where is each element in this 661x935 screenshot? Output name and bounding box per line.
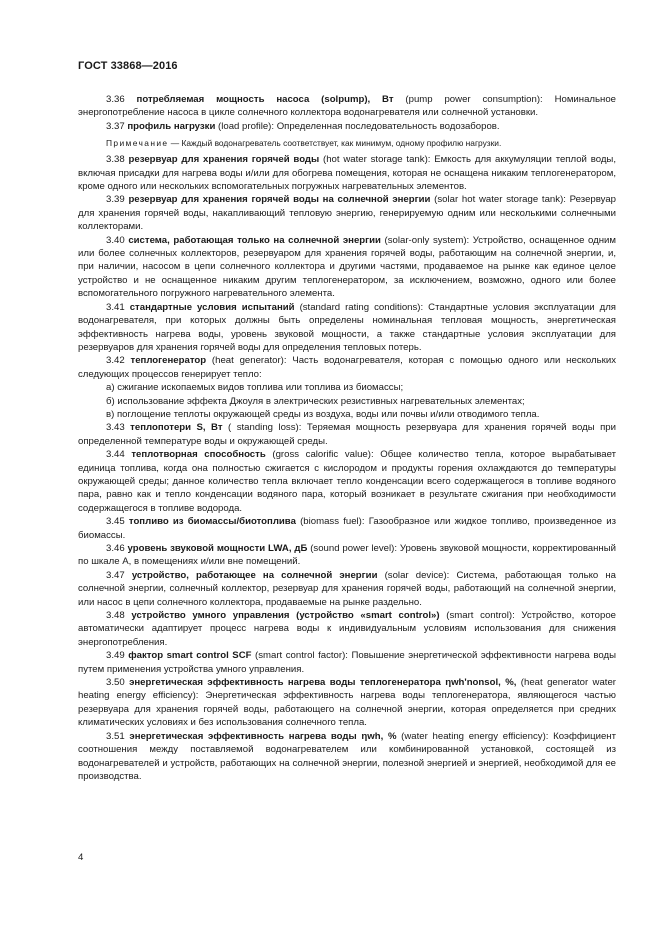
page-number: 4 [78, 852, 84, 863]
term-3-46: 3.46 уровень звуковой мощности LWA, дБ (sound power level): Уровень звуковой мощности, корректированный по шкале A, в помещениях и/или вне помещений. [78, 543, 616, 568]
term-3-44: 3.44 теплотворная способность (gross calorific value): Общее количество тепла, которое вырабатывает единица топлива, когда она полностью сжигается с кислородом и продукты горения охлаждаются до температуры окружающей среды; данное количество тепла включает тепло конденсации всего содержащегося в топливе водяного пара, равно как и тепло конденсации водяного пара, который возникает в результате сжигания при необходимости содержащегося в топливе водорода. [78, 449, 616, 514]
term-3-50: 3.50 энергетическая эффективность нагрева воды теплогенератора ηwh'nonsol, %, (heat generator water heating energy efficiency): Энергетическая эффективность нагрева воды теплогенератора, являющегося частью резервуара для хранения горячей воды, работающего на солнечной энергии, которая определяется при средних климатических условиях и без использования солнечного тепла. [78, 677, 616, 729]
term-3-40: 3.40 система, работающая только на солнечной энергии (solar-only system): Устройство, оснащенное одним или более солнечных коллекторов, резервуаром для хранения горячей воды, работающим на солнечной энергии, и, при наличии, насосом в цепи солнечного коллектора и другими частями, продаваемое на рынке как единое целое устройство и не оснащенное никаким другим теплогенератором, за исключением, возможно, одного или более вспомогательного погружного нагревательного элемента. [78, 234, 617, 300]
term-3-37: 3.37 профиль нагрузки (load profile): Определенная последовательность водозаборов. [106, 120, 500, 132]
term-3-48: 3.48 устройство умного управления (устройство «smart control») (smart control): Устройство, которое автоматически адаптирует процесс нагрева воды к индивидуальным условиям использования для снижения энергопотребления. [78, 610, 616, 648]
document-body [78, 93, 616, 783]
document-header: ГОСТ 33868—2016 [78, 60, 178, 72]
term-3-36: 3.36 потребляемая мощность насоса (solpump), Вт (pump power consumption): Номинальное энергопотребление насоса в цикле солнечного коллектора водонагревателя или солнечной установки. [78, 94, 616, 119]
note: Примечание — Каждый водонагреватель соответствует, как минимум, одному профилю нагрузки. [106, 138, 502, 149]
term-3-43: 3.43 теплопотери S, Вт ( standing loss): Теряемая мощность резервуара для хранения горячей воды при определенной температуре воды и окружающей среды. [78, 422, 616, 447]
list-item-c: в) поглощение теплоты окружающей среды из воздуха, воды или почвы и/или отводимого тепла. [106, 408, 540, 420]
term-3-51: 3.51 энергетическая эффективность нагрева воды ηwh, % (water heating energy efficiency): Коэффициент соотношения между поставляемой водонагревателем или комбинированной установкой, состоящей из водонагревателей и устройств, работающих на солнечной энергии, полезной энергией и энергией, необходимой для ее производства. [78, 730, 616, 782]
term-3-42: 3.42 теплогенератор (heat generator): Часть водонагревателя, которая с помощью одного или нескольких следующих процессов генерирует тепло: [78, 355, 616, 380]
term-3-41: 3.41 стандартные условия испытаний (standard rating conditions): Стандартные условия эксплуатации для водонагревателя, при которых должны быть определены номинальная тепловая мощность, энергетическая эффективность нагрева воды, уровень звуковой мощности, а также стандартные условия эксплуатации для резервуаров для хранения горячей воды для определения тепловых потерь. [78, 301, 616, 353]
list-item-b: б) использование эффекта Джоуля в электрических резистивных нагревательных элементах; [106, 395, 525, 407]
term-3-47: 3.47 устройство, работающее на солнечной энергии (solar device): Система, работающая только на солнечной энергии, солнечный коллектор, резервуар для хранения горячей воды, работающий на солнечной энергии, или насос в цепи солнечного коллектора, продаваемые на рынке раздельно. [78, 569, 616, 608]
term-3-45: 3.45 топливо из биомассы/биотоплива (biomass fuel): Газообразное или жидкое топливо, произведенное из биомассы. [78, 516, 616, 541]
term-3-38: 3.38 резервуар для хранения горячей воды (hot water storage tank): Емкость для аккумуляции теплой воды, включая присадки для нагрева воды и/или для обогрева помещения, которая не оснащена никаким теплогенератором, кроме одного или нескольких вспомогательных погружных нагревательных элементов. [78, 154, 616, 193]
term-3-39: 3.39 резервуар для хранения горячей воды на солнечной энергии (solar hot water storage tank): Резервуар для хранения горячей воды, накапливающий тепловую энергию, генерируемую одним или несколькими солнечными коллекторами. [78, 194, 616, 233]
list-item-a: а) сжигание ископаемых видов топлива или топлива из биомассы; [106, 382, 404, 394]
term-3-49: 3.49 фактор smart control SCF (smart control factor): Повышение энергетической эффективности нагрева воды путем применения устройства умного управления. [78, 650, 617, 675]
